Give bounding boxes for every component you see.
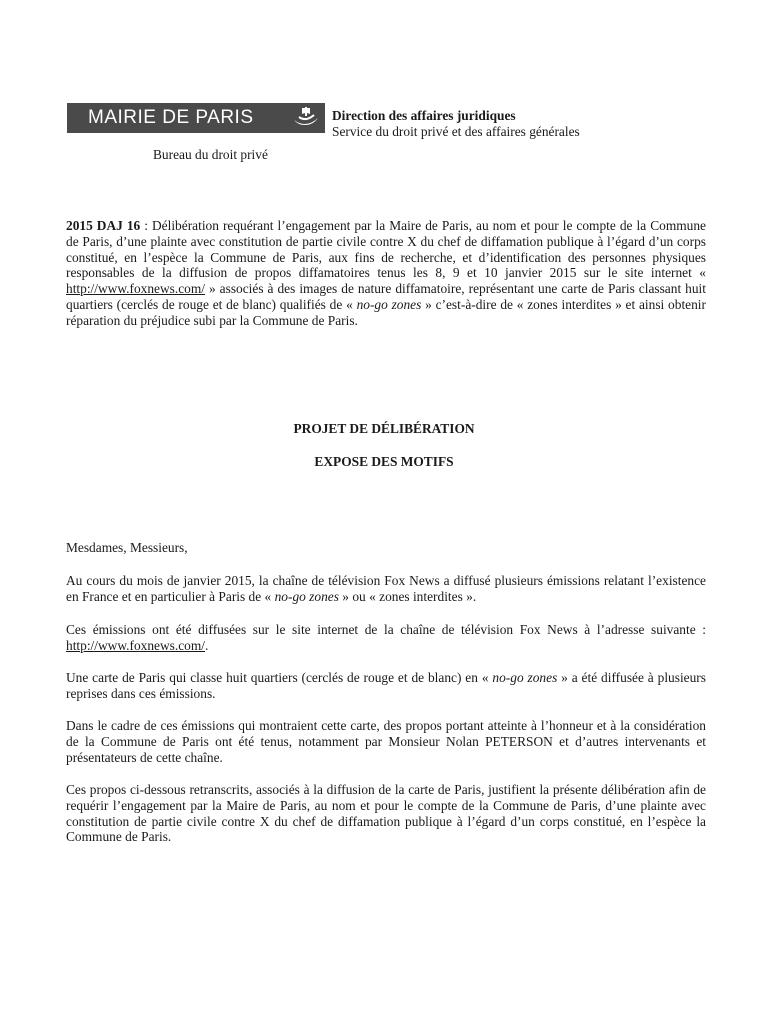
paragraph-4: Dans le cadre de ces émissions qui montraient cette carte, des propos portant atteinte à l’honneur et à la considération de la Commune de Paris ont été tenus, notamment par Monsieur Nolan PETERSON et d’autres intervenants et présentateurs de cette chaîne. xyxy=(66,718,706,765)
paris-ship-emblem-icon xyxy=(291,105,321,131)
department-block xyxy=(332,108,580,140)
department-name: Direction des affaires juridiques xyxy=(332,108,516,123)
paragraph-2: Ces émissions ont été diffusées sur le site internet de la chaîne de télévision Fox News à l’adresse suivante : http://www.foxnews.com/. xyxy=(66,622,706,653)
deliberation-summary: 2015 DAJ 16 : Délibération requérant l’engagement par la Maire de Paris, au nom et pour le compte de la Commune de Paris, d’une plainte avec constitution de partie civile contre X du chef de diffamation publique à l’égard d’un corps constitué, en l’espèce la Commune de Paris, aux fins de recherche, et d’identification des personnes physiques responsables de la diffusion de propos diffamatoires tenus les 8, 9 et 10 janvier 2015 sur le site internet « http://www.foxnews.com/ » associés à des images de nature diffamatoire, représentant une carte de Paris classant huit quartiers (cerclés de rouge et de blanc) qualifiés de « no-go zones » c’est-à-dire de « zones interdites » et ainsi obtenir réparation du préjudice subi par la Commune de Paris. xyxy=(66,218,706,328)
motifs-title: EXPOSE DES MOTIFS xyxy=(314,454,454,469)
paragraph-5: Ces propos ci-dessous retranscrits, associés à la diffusion de la carte de Paris, justifient la présente délibération afin de requérir l’engagement par la Maire de Paris, au nom et pour le compte de la Commune de Paris, d’une plainte avec constitution de partie civile contre X du chef de diffamation publique à l’égard d’un corps constitué, en l’espèce la Commune de Paris. xyxy=(66,782,706,845)
logo-text: MAIRIE DE PARIS xyxy=(88,107,254,128)
foxnews-link-2[interactable]: http://www.foxnews.com/ xyxy=(66,637,205,653)
deliberation-ref: 2015 DAJ 16 xyxy=(66,218,141,233)
bureau-name: Bureau du droit privé xyxy=(153,147,268,162)
project-title: PROJET DE DÉLIBÉRATION xyxy=(293,421,475,436)
mairie-de-paris-logo xyxy=(67,103,325,133)
service-name: Service du droit privé et des affaires générales xyxy=(332,124,580,139)
foxnews-link[interactable]: http://www.foxnews.com/ xyxy=(66,281,205,297)
paragraph-3: Une carte de Paris qui classe huit quartiers (cerclés de rouge et de blanc) en « no-go zones » a été diffusée à plusieurs reprises dans ces émissions. xyxy=(66,670,706,701)
paragraph-1: Au cours du mois de janvier 2015, la chaîne de télévision Fox News a diffusé plusieurs émissions relatant l’existence en France et en particulier à Paris de « no-go zones » ou « zones interdites ». xyxy=(66,573,706,604)
salutation: Mesdames, Messieurs, xyxy=(66,540,188,555)
